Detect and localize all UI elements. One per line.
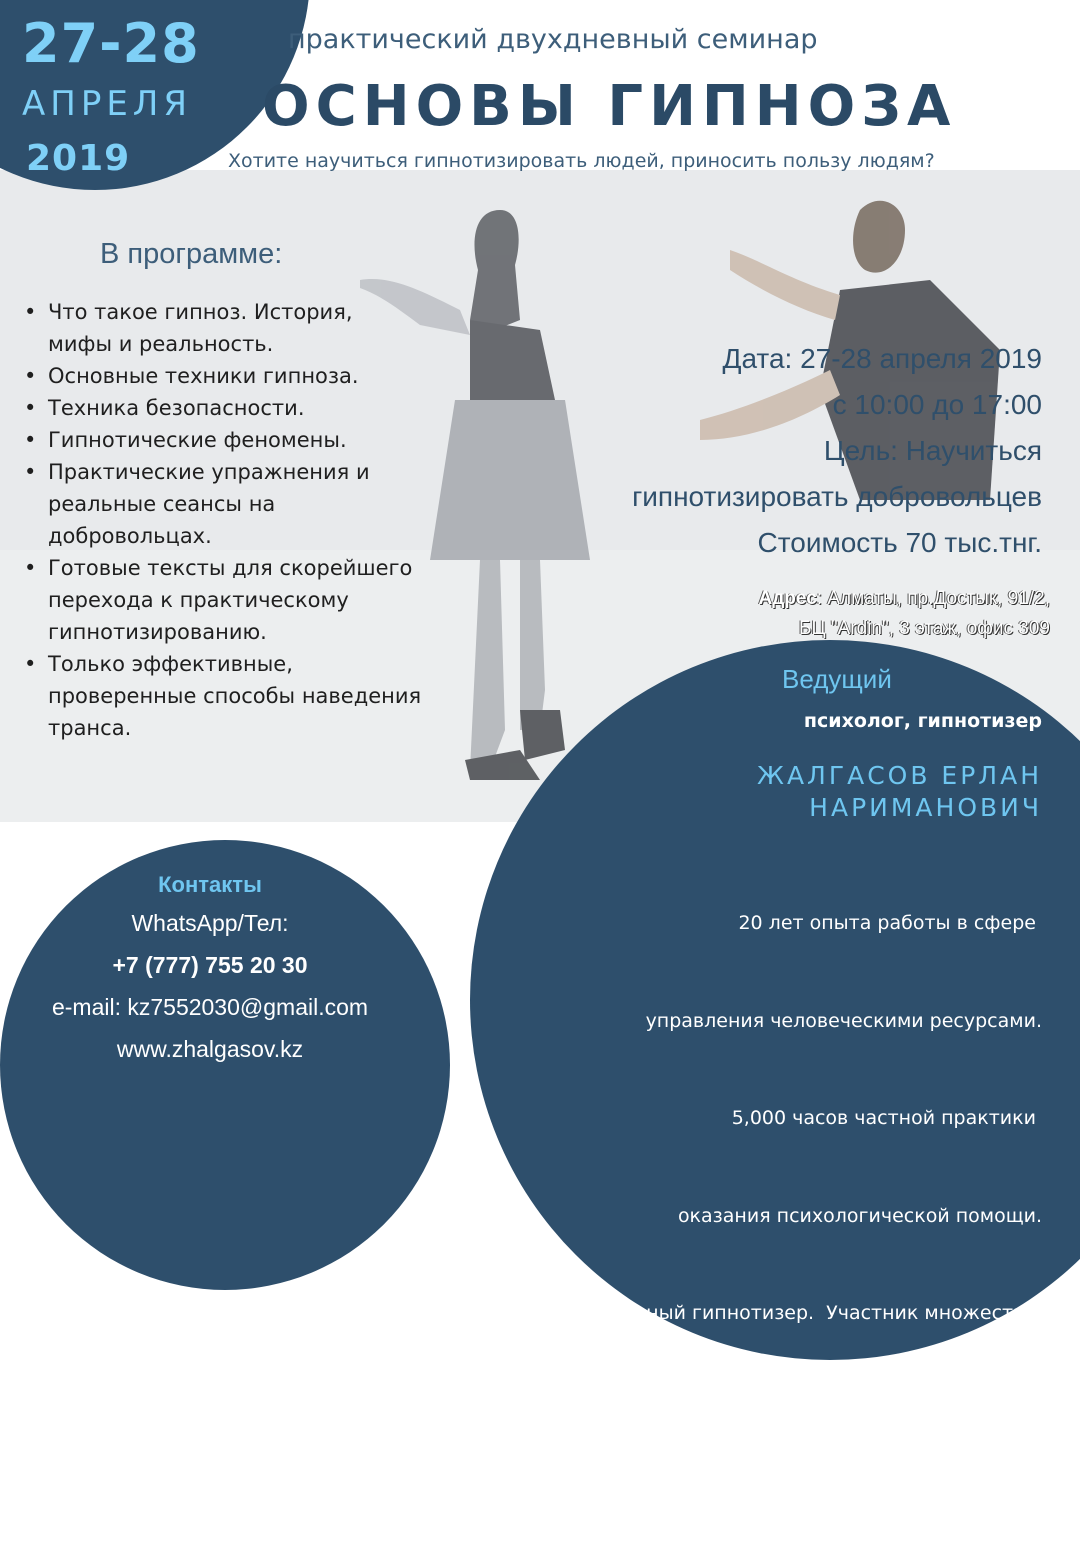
date-month: АПРЕЛЯ xyxy=(22,84,193,124)
seminar-title: ОСНОВЫ ГИПНОЗА xyxy=(262,74,957,139)
contacts-block xyxy=(0,870,420,1070)
host-name xyxy=(757,760,1042,824)
date-year: 2019 xyxy=(26,138,131,179)
event-time: с 10:00 до 17:00 xyxy=(832,389,1042,420)
host-bio-line: 5,000 часов частной практики xyxy=(731,1107,1042,1129)
program-item: • Техника безопасности. xyxy=(22,392,422,424)
event-date: Дата: 27-28 апреля 2019 xyxy=(722,343,1042,374)
host-bio-line: управления человеческими ресурсами. xyxy=(645,1009,1042,1032)
host-bio-line: телепроектов. Организатор и ведущий xyxy=(639,1399,1042,1422)
seminar-tagline: Хотите научиться гипнотизировать людей, приносить пользу людям? xyxy=(228,150,935,172)
program-item: • Гипнотические феномены. xyxy=(22,424,422,456)
seminar-subtitle: практический двухдневный семинар xyxy=(288,24,818,55)
event-price: Стоимость 70 тыс.тнг. xyxy=(757,527,1042,558)
contacts-website[interactable]: www.zhalgasov.kz xyxy=(116,1036,304,1062)
program-item: • Что такое гипноз. История, мифы и реальность. xyxy=(22,296,422,360)
program-item: • Только эффективные, проверенные способы наведения транса. xyxy=(22,648,422,744)
host-bio-line: гипноклуба в г.Алматы. xyxy=(796,1497,1042,1519)
event-goal-line-2: гипнотизировать добровольцев xyxy=(632,481,1042,512)
address-line-1: : Алматы, пр.Достык, 91/2, xyxy=(816,588,1050,609)
host-label: Ведущий xyxy=(782,664,892,694)
host-name-line-1: ЖАЛГАСОВ ЕРЛАН xyxy=(757,761,1042,790)
event-address xyxy=(759,584,1051,644)
date-days: 27-28 xyxy=(22,12,200,75)
host-bio-line: оказания психологической помощи. xyxy=(677,1204,1042,1227)
program-item: • Основные техники гипноза. xyxy=(22,360,422,392)
address-label: Адрес xyxy=(758,588,817,609)
program-heading: В программе: xyxy=(100,238,283,270)
address-line-2: БЦ "Ardin", 3 этаж, офис 309 xyxy=(799,618,1050,639)
event-goal-line-1: Цель: Научиться xyxy=(823,435,1042,466)
program-list xyxy=(22,296,422,744)
contacts-email[interactable]: e-mail: kz7552030@gmail.com xyxy=(51,994,369,1020)
host-name-line-2: НАРИМАНОВИЧ xyxy=(809,793,1042,822)
host-bio-line: 20 лет опыта работы в сфере xyxy=(738,912,1042,934)
host-bio xyxy=(575,842,1042,1557)
contacts-phone-label: WhatsApp/Тел: xyxy=(131,910,289,936)
program-item: • Готовые тексты для скорейшего перехода к практическому гипнотизированию. xyxy=(22,552,422,648)
contacts-heading: Контакты xyxy=(158,872,262,897)
host-role: психолог, гипнотизер xyxy=(803,710,1042,732)
event-details xyxy=(632,336,1042,566)
program-item: • Практические упражнения и реальные сеансы на добровольцах. xyxy=(22,456,422,552)
contacts-phone[interactable]: +7 (777) 755 20 30 xyxy=(112,952,308,978)
host-bio-line: Эстрадный гипнотизер. Участник множества xyxy=(574,1302,1042,1324)
